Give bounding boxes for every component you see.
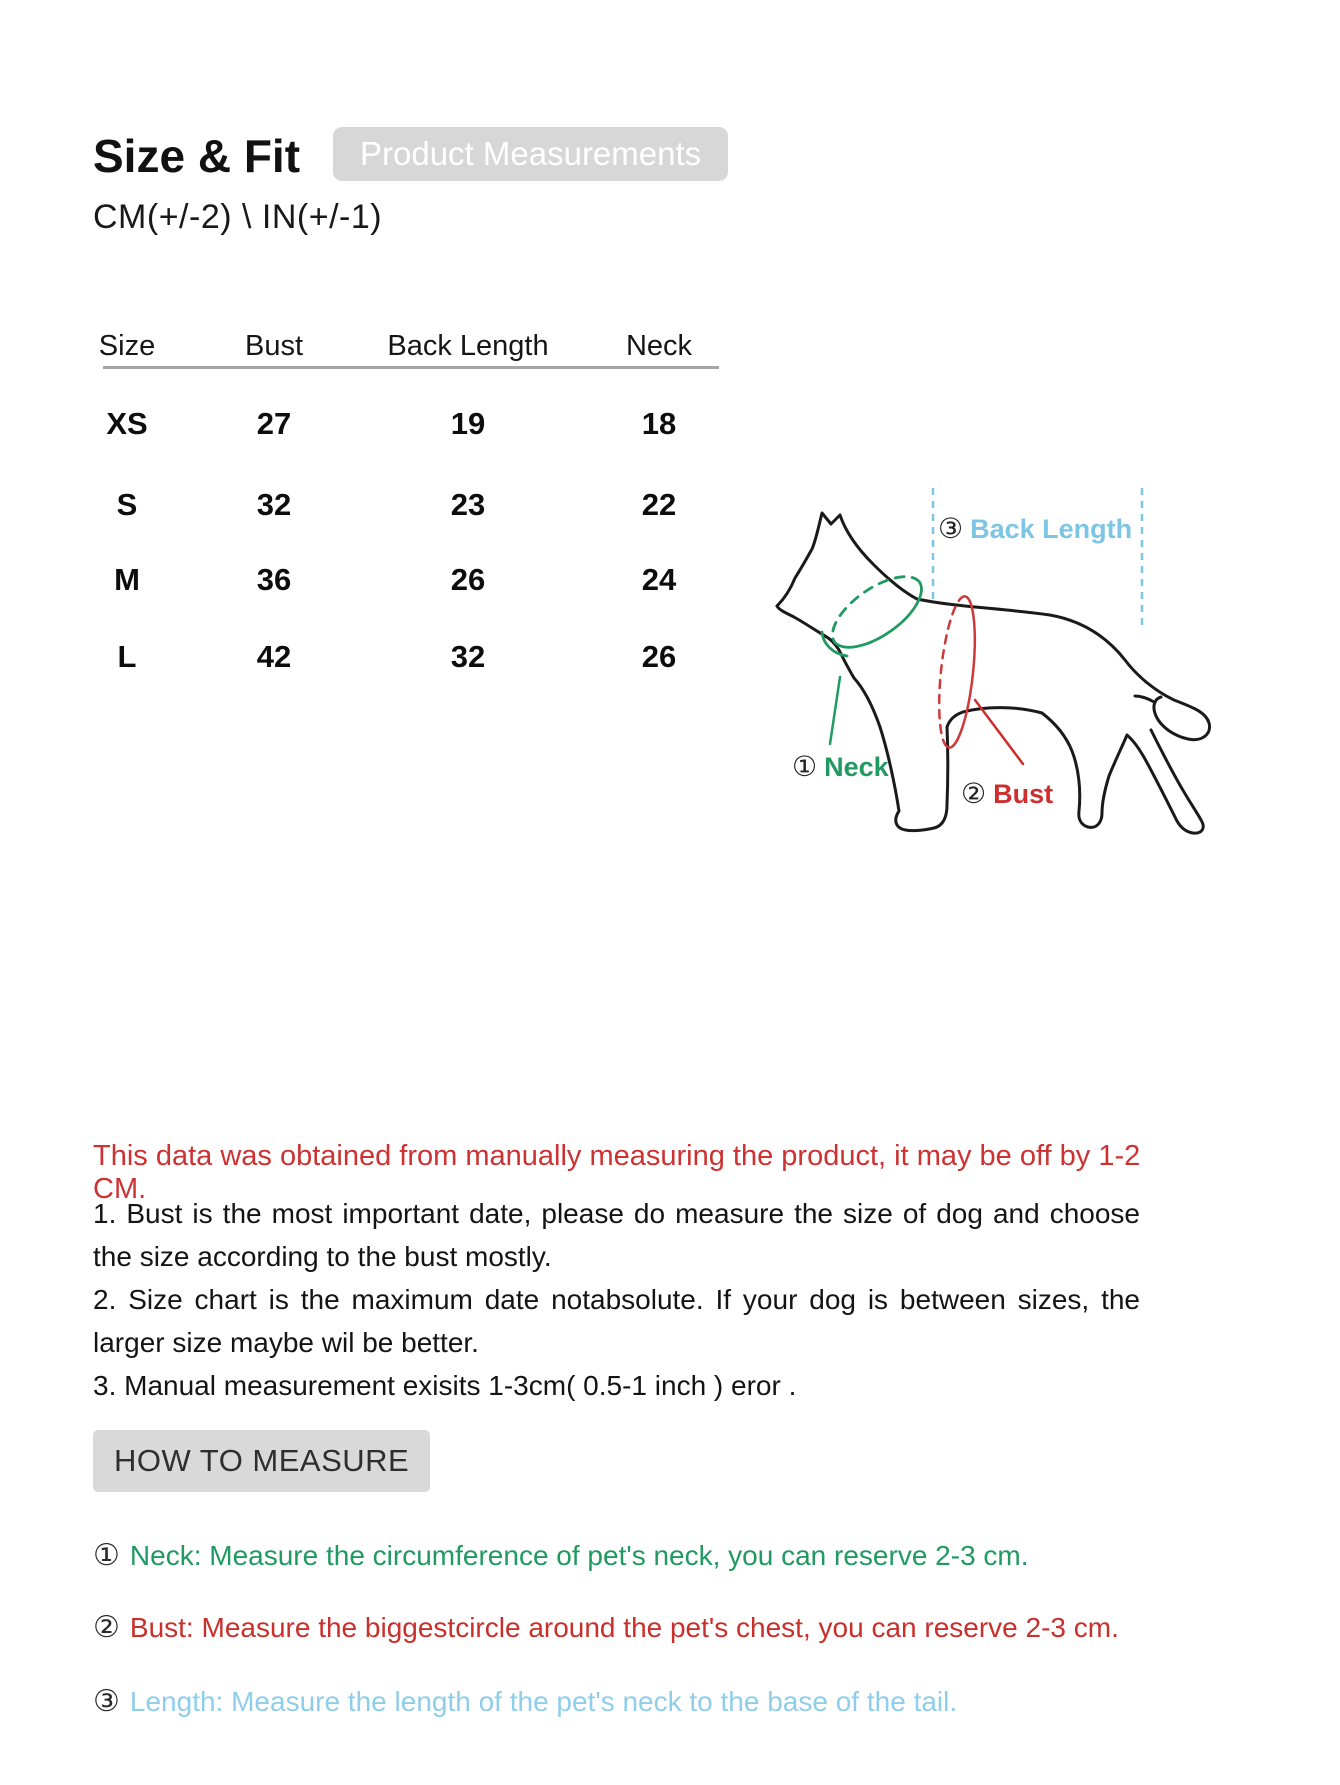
measurement-disclaimer: This data was obtained from manually measuring the product, it may be off by 1-2 CM. (93, 1140, 1141, 1205)
note-item: 3. Manual measurement exisits 1-3cm( 0.5-1 inch ) eror . (93, 1370, 797, 1401)
dog-outline-illustration (655, 430, 1220, 850)
table-header-rule (103, 366, 719, 369)
note-item: 2. Size chart is the maximum date notabsolute. If your dog is between sizes, the larger size maybe wil be better. (93, 1284, 1140, 1358)
measure-instruction-length: ③ Length: Measure the length of the pet's neck to the base of the tail. (93, 1685, 958, 1718)
circled-2-icon: ② (93, 1611, 120, 1644)
cell-size: L (117, 639, 137, 674)
col-header-neck: Neck (625, 330, 693, 362)
cell-size: M (114, 562, 140, 597)
back-length-label: ③ Back Length (938, 513, 1133, 544)
col-header-size: Size (98, 330, 156, 362)
how-to-measure-heading: HOW TO MEASURE (93, 1430, 430, 1492)
measure-instruction-bust: ② Bust: Measure the biggestcircle around the pet's chest, you can reserve 2-3 cm. (93, 1611, 1119, 1644)
measure-instruction-neck: ① Neck: Measure the circumference of pet's neck, you can reserve 2-3 cm. (93, 1539, 1029, 1572)
bust-ellipse (939, 596, 1023, 764)
notes-list (93, 1192, 1140, 1407)
cell-bust: 32 (256, 487, 292, 522)
circled-1-icon: ① (792, 751, 818, 782)
size-table-header (90, 330, 766, 363)
col-header-bust: Bust (244, 330, 304, 362)
circled-3-icon: ③ (93, 1685, 120, 1718)
cell-bust: 27 (256, 406, 292, 441)
circled-1-icon: ① (93, 1539, 120, 1572)
neck-collar-ellipse (822, 577, 921, 744)
cell-bust: 42 (256, 639, 292, 674)
col-header-back-length: Back Length (387, 330, 549, 362)
cell-back-length: 32 (450, 639, 486, 674)
bust-label: ② Bust (961, 778, 1054, 809)
cell-back-length: 23 (450, 487, 486, 522)
cell-bust: 36 (256, 562, 292, 597)
cell-neck: 22 (641, 487, 677, 522)
cell-back-length: 26 (450, 562, 486, 597)
cell-size: S (116, 487, 138, 522)
cell-neck: 24 (641, 562, 677, 597)
cell-neck: 26 (641, 639, 677, 674)
circled-3-icon: ③ (938, 513, 964, 544)
neck-pointer-line (830, 677, 840, 744)
neck-label: ① Neck (792, 751, 889, 782)
cell-size: XS (106, 406, 148, 441)
units-note: CM(+/-2) \ IN(+/-1) (93, 198, 383, 236)
note-item: 1. Bust is the most important date, please do measure the size of dog and choose the size according to the bust mostly. (93, 1198, 1140, 1272)
page-title: Size & Fit (93, 130, 301, 182)
cell-neck: 18 (641, 406, 677, 441)
circled-2-icon: ② (961, 778, 987, 809)
cell-back-length: 19 (450, 406, 486, 441)
product-measurements-badge: Product Measurements (333, 127, 728, 181)
